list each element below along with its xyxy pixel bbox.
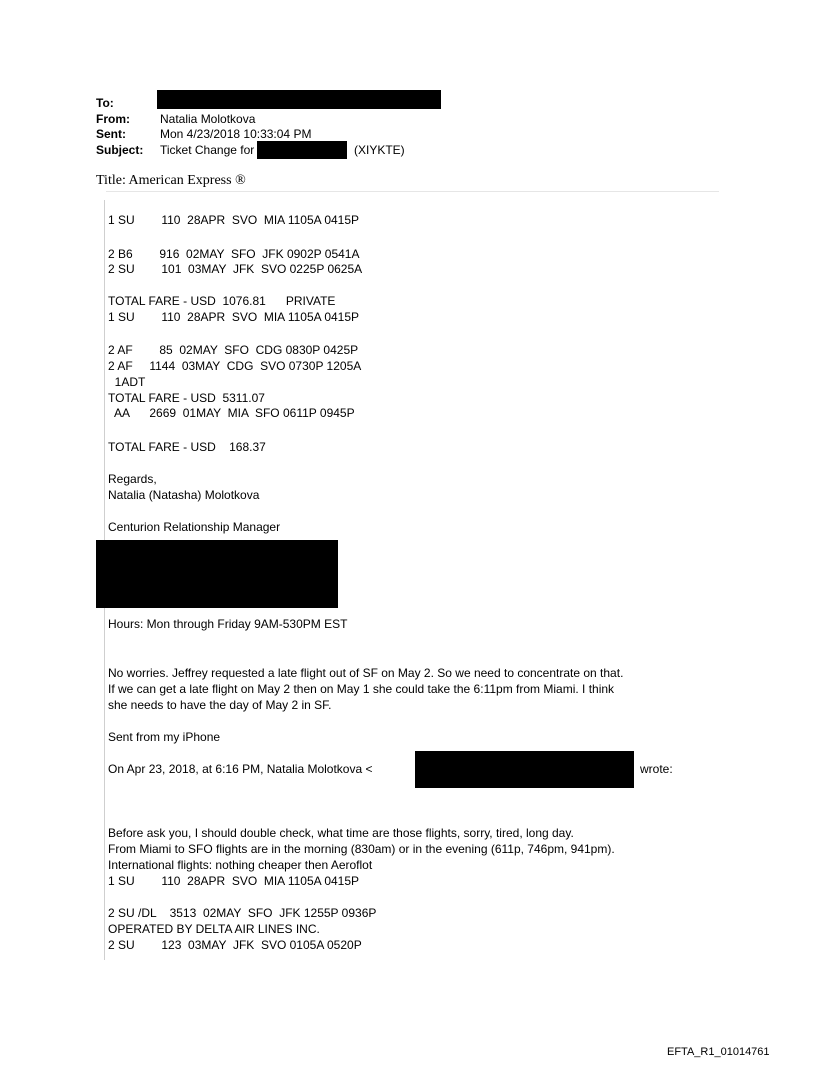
itinerary-line: 2 AF 1144 03MAY CDG SVO 0730P 1205A [108, 359, 362, 373]
title-divider [106, 191, 719, 192]
from-label: From: [96, 112, 130, 126]
itinerary-line: AA 2669 01MAY MIA SFO 0611P 0945P [108, 406, 355, 420]
redaction-signature [96, 540, 338, 608]
quoted-line: International flights: nothing cheaper then Aeroflot [108, 858, 373, 872]
redaction-subject [257, 141, 347, 159]
title-line: Title: American Express ® [96, 173, 246, 188]
itinerary-line: 2 SU 101 03MAY JFK SVO 0225P 0625A [108, 262, 363, 276]
itinerary-line: 2 AF 85 02MAY SFO CDG 0830P 0425P [108, 343, 359, 357]
sent-value: Mon 4/23/2018 10:33:04 PM [160, 127, 312, 141]
quote-wrote: wrote: [640, 762, 673, 776]
reply-line: she needs to have the day of May 2 in SF. [108, 698, 332, 712]
subject-suffix: (XIYKTE) [354, 143, 405, 157]
to-label: To: [96, 96, 114, 110]
quoted-line: 2 SU /DL 3513 02MAY SFO JFK 1255P 0936P [108, 906, 377, 920]
redaction-email [415, 751, 634, 788]
quoted-line: Before ask you, I should double check, what time are those flights, sorry, tired, long day. [108, 826, 574, 840]
quote-intro: On Apr 23, 2018, at 6:16 PM, Natalia Molotkova < [108, 762, 373, 776]
signature-name: Natalia (Natasha) Molotkova [108, 488, 260, 502]
redaction-to [157, 90, 441, 109]
regards-text: Regards, [108, 472, 157, 486]
sent-from-text: Sent from my iPhone [108, 730, 221, 744]
from-value: Natalia Molotkova [160, 112, 256, 126]
document-id: EFTA_R1_01014761 [667, 1046, 770, 1058]
fare-line: TOTAL FARE - USD 168.37 [108, 440, 266, 454]
fare-line: TOTAL FARE - USD 1076.81 PRIVATE [108, 294, 336, 308]
passenger-line: 1ADT [108, 375, 146, 389]
office-hours: Hours: Mon through Friday 9AM-530PM EST [108, 617, 348, 631]
itinerary-line: 1 SU 110 28APR SVO MIA 1105A 0415P [108, 310, 360, 324]
quoted-line: From Miami to SFO flights are in the morning (830am) or in the evening (611p, 746pm, 941pm). [108, 842, 615, 856]
sent-label: Sent: [96, 127, 126, 141]
fare-line: TOTAL FARE - USD 5311.07 [108, 391, 265, 405]
itinerary-line: 1 SU 110 28APR SVO MIA 1105A 0415P [108, 213, 360, 227]
quoted-line: 2 SU 123 03MAY JFK SVO 0105A 0520P [108, 938, 362, 952]
reply-line: No worries. Jeffrey requested a late flight out of SF on May 2. So we need to concentrate on that. [108, 666, 624, 680]
quoted-line: 1 SU 110 28APR SVO MIA 1105A 0415P [108, 874, 360, 888]
quoted-line: OPERATED BY DELTA AIR LINES INC. [108, 922, 320, 936]
itinerary-line: 2 B6 916 02MAY SFO JFK 0902P 0541A [108, 247, 360, 261]
subject-prefix: Ticket Change for [160, 143, 255, 157]
signature-role: Centurion Relationship Manager [108, 520, 281, 534]
reply-line: If we can get a late flight on May 2 then on May 1 she could take the 6:11pm from Miami. I think [108, 682, 615, 696]
subject-label: Subject: [96, 143, 144, 157]
